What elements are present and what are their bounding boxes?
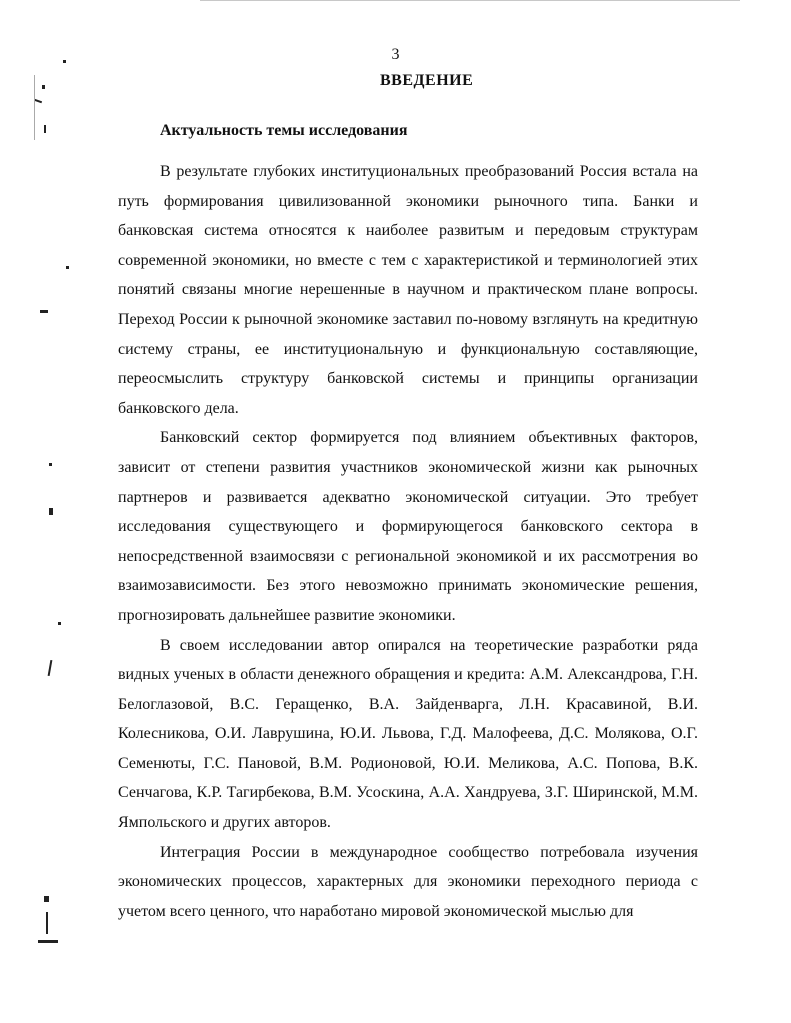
scan-mark (66, 266, 69, 269)
scan-mark (38, 940, 58, 943)
scan-mark (49, 508, 53, 515)
paragraph: Банковский сектор формируется под влиянием объективных факторов, зависит от степени развития участников экономической жизни как рыночных партнеров и развивается адекватно экономической ситуации. Это требует исследования существующего и формирующегося банковского сектора в непосредственной взаимосвязи с региональной экономикой и их рассмотрения во взаимозависимости. Без этого невозможно принимать экономические решения, прогнозировать дальнейшее развитие экономики. (118, 429, 698, 624)
scan-edge-line (200, 0, 740, 3)
scan-mark (34, 99, 42, 104)
scan-mark (40, 310, 48, 313)
page-number: 3 (391, 46, 400, 63)
scan-mark (58, 622, 61, 625)
paragraph: Интеграция России в международное сообщество потребовала изучения экономических процессов, характерных для экономики переходного периода с учетом всего ценного, что наработано мировой экономической мыслью для (118, 843, 698, 920)
scan-mark (42, 85, 45, 89)
paragraph: В результате глубоких институциональных преобразований Россия встала на путь формирования цивилизованной экономики рыночного типа. Банки и банковская система относятся к наиболее развитым и передовым структурам современной экономики, но вместе с тем с характеристикой и терминологией этих понятий связаны многие нерешенные в научном и практическом плане вопросы. Переход России к рыночной экономике заставил по-новому взглянуть на кредитную систему страны, ее институциональную и функциональную составляющие, переосмыслить структуру банковской системы и принципы организации банковского дела. (118, 163, 698, 417)
scan-mark (49, 463, 52, 466)
body-text (118, 157, 698, 926)
scan-mark (44, 896, 49, 902)
scan-mark (48, 660, 53, 676)
paragraph: В своем исследовании автор опирался на теоретические разработки ряда видных ученых в области денежного обращения и кредита: А.М. Александрова, Г.Н. Белоглазовой, B.C. Геращенко, В.А. Зайденварга, Л.Н. Красавиной, В.И. Колесникова, О.И. Лаврушина, Ю.И. Львова, Г.Д. Малофеева, Д.С. Молякова, О.Г. Семенюты, Г.С. Пановой, В.М. Родионовой, Ю.И. Меликова, А.С. Попова, В.К. Сенчагова, К.Р. Тагирбекова, В.М. Усоскина, А.А. Хандруева, З.Г. Ширинской, М.М. Ямпольского и других авторов. (118, 636, 698, 832)
scan-mark (44, 125, 46, 133)
section-heading: Актуальность темы исследования (160, 122, 408, 139)
scan-mark (34, 75, 35, 140)
scan-mark (46, 912, 48, 934)
page-title: ВВЕДЕНИЕ (380, 72, 474, 89)
